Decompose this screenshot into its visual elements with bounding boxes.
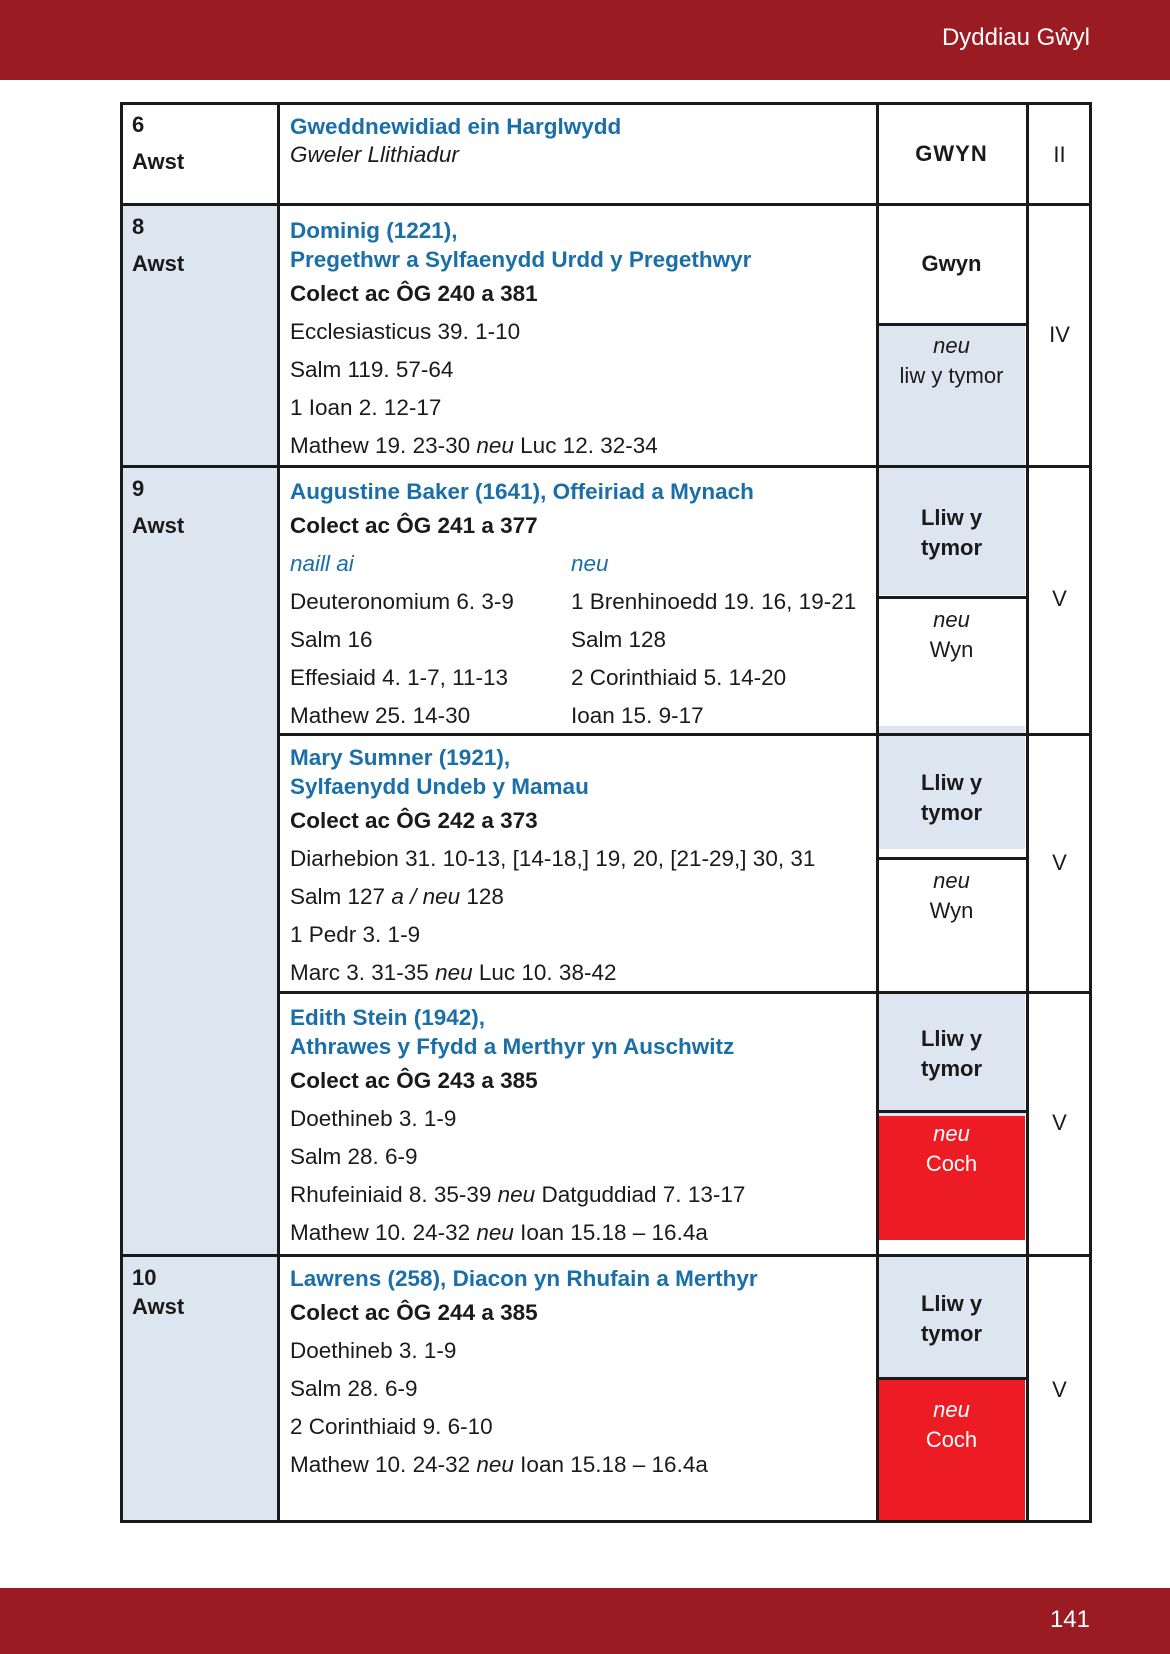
reading: Diarhebion 31. 10-13, [14-18,] 19, 20, [21-29,] 30, 31	[290, 846, 816, 871]
reading: Salm 28. 6-9	[290, 1144, 418, 1169]
alt-colour: Wyn	[929, 637, 974, 662]
date-month: Awst	[132, 1294, 185, 1319]
reading: Salm 16	[290, 627, 373, 652]
alt-colour: liw y tymor	[899, 363, 1004, 388]
rank: V	[1052, 586, 1067, 611]
date-month: Awst	[132, 149, 185, 174]
liturgical-colour: GWYN	[915, 141, 988, 166]
feast-subtitle: Pregethwr a Sylfaenydd Urdd y Pregethwyr	[290, 247, 752, 272]
reading: Mathew 10. 24-32 neu Ioan 15.18 – 16.4a	[290, 1452, 708, 1477]
feast-title: Mary Sumner (1921),	[290, 745, 511, 770]
reading: Mathew 19. 23-30 neu Luc 12. 32-34	[290, 433, 658, 458]
reading: 1 Brenhinoedd 19. 16, 19-21	[571, 589, 857, 614]
alt-colour: Wyn	[929, 898, 974, 923]
date-day: 6	[132, 112, 145, 137]
liturgical-colour: Gwyn	[921, 251, 982, 276]
table-rule	[1026, 102, 1029, 1523]
liturgical-colour: Lliw y	[920, 770, 983, 795]
colour-split	[878, 1110, 1028, 1113]
colour-split	[878, 323, 1028, 326]
table-rule	[120, 203, 1092, 206]
table-rule	[120, 1254, 1092, 1257]
colour-split	[878, 596, 1028, 599]
feast-note: Gweler Llithiadur	[290, 142, 459, 167]
feast-subtitle: Sylfaenydd Undeb y Mamau	[290, 774, 589, 799]
liturgical-colour: tymor	[920, 1321, 983, 1346]
liturgical-colour: tymor	[920, 800, 983, 825]
reading: Rhufeiniaid 8. 35-39 neu Datguddiad 7. 13-17	[290, 1182, 746, 1207]
table-rule	[1089, 102, 1092, 1523]
table-rule	[120, 102, 123, 1523]
page-number: 141	[1049, 1606, 1090, 1633]
liturgical-colour: Lliw y	[920, 1291, 983, 1316]
collect: Colect ac ÔG 243 a 385	[290, 1068, 538, 1093]
reading: 1 Ioan 2. 12-17	[290, 395, 442, 420]
liturgical-colour: tymor	[920, 1056, 983, 1081]
footer-band	[0, 1588, 1170, 1654]
rank: V	[1052, 850, 1067, 875]
reading: Salm 128	[571, 627, 667, 652]
reading: Doethineb 3. 1-9	[290, 1106, 457, 1131]
date-month: Awst	[132, 513, 185, 538]
reading: 2 Corinthiaid 9. 6-10	[290, 1414, 493, 1439]
collect: Colect ac ÔG 244 a 385	[290, 1300, 538, 1325]
collect: Colect ac ÔG 241 a 377	[290, 513, 538, 538]
collect: Colect ac ÔG 242 a 373	[290, 808, 538, 833]
table-rule	[120, 465, 1092, 468]
reading: 1 Pedr 3. 1-9	[290, 922, 421, 947]
reading: Ioan 15. 9-17	[571, 703, 704, 728]
rank: V	[1052, 1377, 1067, 1402]
colour-split	[878, 857, 1028, 860]
alt-colour: Coch	[925, 1427, 978, 1452]
feast-title: Augustine Baker (1641), Offeiriad a Mynach	[290, 479, 754, 504]
colour-split	[878, 1377, 1028, 1380]
rank: V	[1052, 1110, 1067, 1135]
alt-or: neu	[933, 1121, 970, 1146]
reading: Marc 3. 31-35 neu Luc 10. 38-42	[290, 960, 617, 985]
feast-title: Lawrens (258), Diacon yn Rhufain a Merthyr	[290, 1266, 758, 1291]
alt-colour: Coch	[925, 1151, 978, 1176]
reading: Doethineb 3. 1-9	[290, 1338, 457, 1363]
reading: Salm 127 a / neu 128	[290, 884, 504, 909]
reading: Salm 119. 57-64	[290, 357, 454, 382]
feast-title: Gweddnewidiad ein Harglwydd	[290, 114, 622, 139]
alt-or: neu	[933, 607, 970, 632]
reading: Effesiaid 4. 1-7, 11-13	[290, 665, 509, 690]
date-day: 8	[132, 214, 145, 239]
rank: IV	[1049, 322, 1070, 347]
calendar-table	[120, 102, 1092, 1522]
date-day: 9	[132, 476, 145, 501]
date-month: Awst	[132, 251, 185, 276]
reading: Mathew 10. 24-32 neu Ioan 15.18 – 16.4a	[290, 1220, 708, 1245]
feast-title: Dominig (1221),	[290, 218, 458, 243]
date-day: 10	[132, 1265, 157, 1290]
or-label: neu	[571, 551, 609, 576]
alt-or: neu	[933, 868, 970, 893]
header-band	[0, 0, 1170, 80]
collect: Colect ac ÔG 240 a 381	[290, 281, 538, 306]
running-title: Dyddiau Gŵyl	[941, 24, 1090, 51]
rank: II	[1053, 142, 1066, 167]
table-rule	[120, 102, 1092, 105]
table-rule	[120, 1520, 1092, 1523]
reading: Ecclesiasticus 39. 1-10	[290, 319, 521, 344]
liturgical-colour: tymor	[920, 535, 983, 560]
reading: 2 Corinthiaid 5. 14-20	[571, 665, 787, 690]
liturgical-colour: Lliw y	[920, 505, 983, 530]
reading: Deuteronomium 6. 3-9	[290, 589, 514, 614]
alt-or: neu	[933, 333, 970, 358]
liturgical-colour: Lliw y	[920, 1026, 983, 1051]
reading: Mathew 25. 14-30	[290, 703, 471, 728]
reading: Salm 28. 6-9	[290, 1376, 418, 1401]
alt-or: neu	[933, 1397, 970, 1422]
either-label: naill ai	[290, 551, 354, 576]
feast-title: Edith Stein (1942),	[290, 1005, 486, 1030]
feast-subtitle: Athrawes y Ffydd a Merthyr yn Auschwitz	[290, 1034, 735, 1059]
table-rule	[277, 102, 280, 1523]
